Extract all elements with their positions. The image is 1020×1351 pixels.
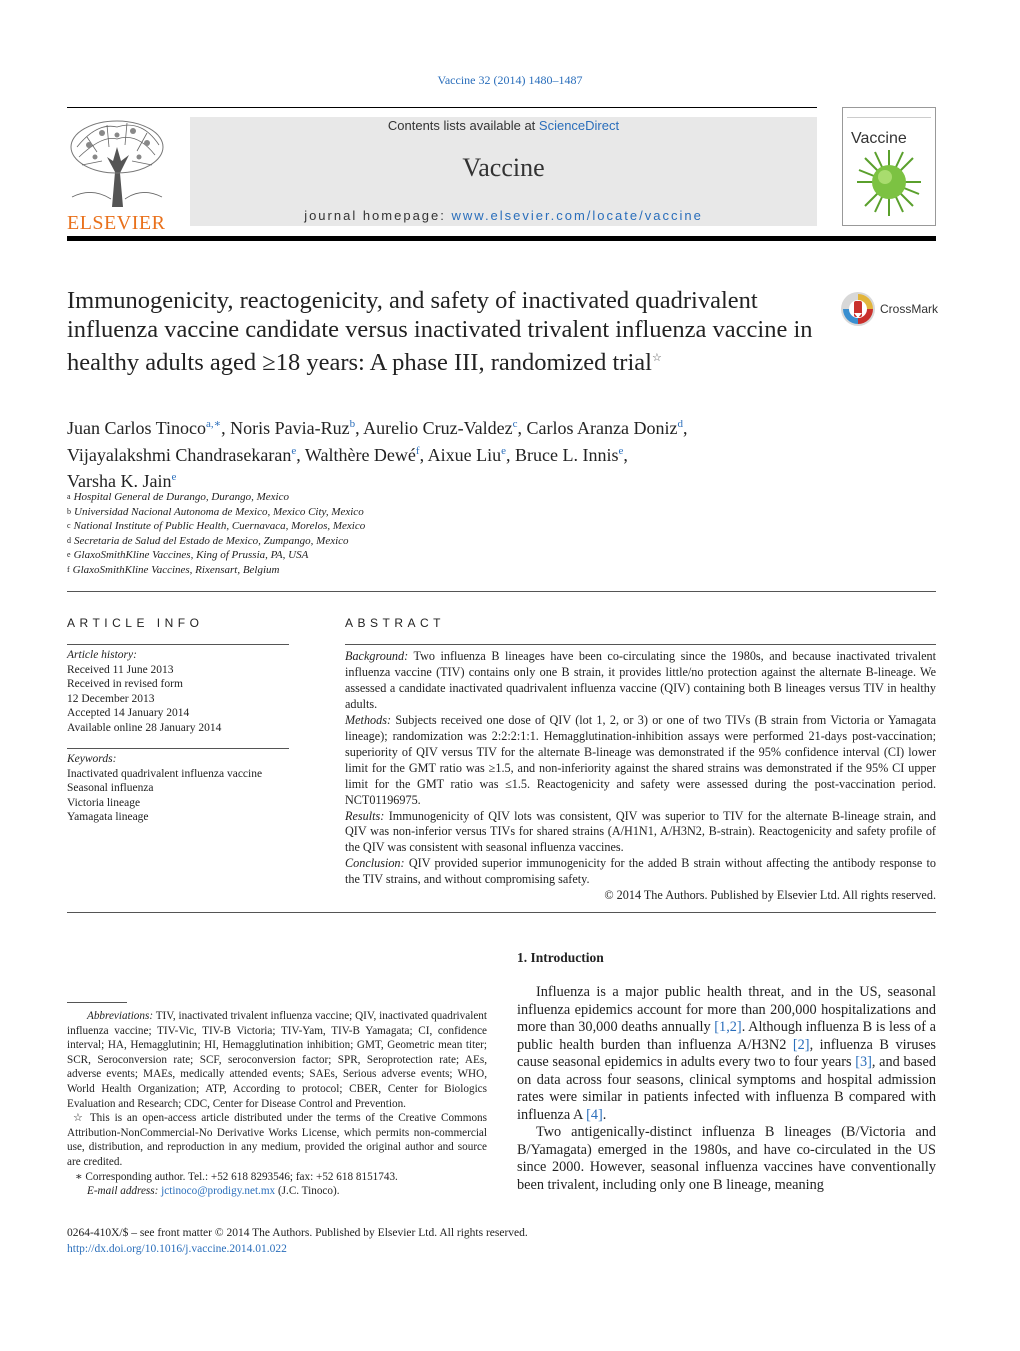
keywords-label: Keywords:	[67, 753, 117, 765]
affiliation-text: Hospital General de Durango, Durango, Mexico	[73, 491, 289, 503]
affiliation-rule	[67, 591, 936, 592]
keyword-item: Yamagata lineage	[67, 811, 149, 823]
intro-text: Influenza is a major public health threat, and in the US, seasonal influenza epidemics account for more than 200,000 hospitalizations and more than 30,000 deaths annually	[517, 984, 936, 1035]
abstract-copyright: © 2014 The Authors. Published by Elsevier Ltd. All rights reserved.	[604, 888, 936, 903]
abstract-results-text: Immunogenicity of QIV lots was consistent, QIV was superior to TIV for the alternate B-lineage strain, and QIV was non-inferior versus TIVs for shared strains (A/H1N1, A/H3N2, B-strain). Reactogenicity and safety profile of the QIV was consistent with seasonal influenza vaccines.	[345, 808, 936, 855]
abstract-background	[345, 649, 936, 713]
intro-text: . Although influenza B is less of a public health burden than influenza A/H3N2	[517, 1019, 936, 1053]
keyword-item: Victoria lineage	[67, 796, 141, 809]
journal-masthead	[190, 117, 817, 226]
abbreviations-label: Abbreviations:	[87, 1010, 154, 1022]
author-separator: ,	[221, 418, 231, 438]
author-name: Carlos Aranza Doniz	[526, 418, 678, 438]
affiliation-text: Universidad Nacional Autonoma de Mexico, Mexico City, Mexico	[74, 505, 364, 518]
affiliation-item	[67, 534, 365, 549]
abstract-end-rule	[67, 912, 936, 913]
article-info-rule	[67, 644, 289, 645]
abstract-conclusion-text: QIV provided superior immunogenicity for the added B strain without affecting the antibody response to the TIV strains, and without compromising safety.	[345, 856, 937, 887]
author-name: Juan Carlos Tinoco	[67, 418, 207, 438]
keywords	[67, 752, 307, 825]
history-label: Article history:	[67, 649, 137, 661]
email-link[interactable]: jctinoco@prodigy.net.mx	[161, 1185, 276, 1198]
intro-text: , and based on data across four seasons, clinical symptoms and hospital admission rates were similar in patients infected with influenza B compared with influenza A	[517, 1054, 936, 1123]
abstract-results-label: Results:	[345, 808, 385, 823]
affiliation-list	[67, 490, 365, 577]
reference-link[interactable]: [3]	[855, 1054, 872, 1070]
abstract-heading: ABSTRACT	[345, 616, 446, 630]
affiliation-item	[67, 548, 365, 563]
author-separator: ,	[296, 444, 305, 465]
author-affiliation-mark[interactable]: e	[291, 444, 297, 457]
keyword-item: Seasonal influenza	[67, 782, 154, 794]
article-title	[67, 286, 817, 377]
footnote-rule	[67, 1002, 127, 1003]
contents-prefix: Contents lists available at	[387, 118, 539, 133]
article-history	[67, 648, 297, 735]
open-access-text: This is an open-access article distributed under the terms of the Creative Commons Attribution-NonCommercial-No Derivative Works License, which permits non-commercial use, distribution, and reproduction in any medium, provided the original author and source are credited.	[67, 1112, 487, 1168]
intro-paragraph: Two antigenically-distinct influenza B lineages (B/Victoria and B/Yamagata) emerged in the 1980s, and have co-circulated in the US since 2000. However, seasonal influenza vaccines have conventionally been trivalent, including only one B lineage, meaning	[517, 1124, 936, 1193]
author-separator: ,	[355, 418, 364, 438]
affiliation-text: Secretaria de Salud del Estado de Mexico, Zumpango, Mexico	[74, 534, 349, 547]
history-item: Received 11 June 2013	[67, 663, 174, 676]
article-title-text: Immunogenicity, reactogenicity, and safety of inactivated quadrivalent influenza vaccine candidate versus inactivated trivalent influenza vaccine in healthy adults aged ≥18 years: A phase III, randomized trial	[67, 287, 813, 377]
history-item: Received in revised form	[67, 678, 183, 690]
keyword-item: Inactivated quadrivalent influenza vaccine	[67, 767, 263, 780]
intro-paragraph	[517, 984, 936, 1124]
reference-link[interactable]: [4]	[586, 1106, 603, 1123]
open-access-note	[67, 1111, 487, 1169]
sciencedirect-link[interactable]: ScienceDirect	[538, 118, 620, 133]
affiliation-item	[67, 519, 365, 534]
abstract-conclusion-label: Conclusion:	[345, 856, 405, 871]
affiliation-mark: c	[67, 521, 71, 530]
affiliation-text: GlaxoSmithKline Vaccines, King of Prussia, PA, USA	[73, 549, 309, 561]
masthead-thick-rule	[67, 236, 936, 241]
reference-link[interactable]: [1,2]	[714, 1019, 742, 1035]
author[interactable]	[230, 418, 355, 438]
author-separator: ,	[682, 418, 688, 438]
author-name: Varsha K. Jain	[67, 471, 172, 491]
crossmark-label: CrossMark	[880, 302, 939, 316]
abstract-methods-text: Subjects received one dose of QIV (lot 1, 2, or 3) or one of two TIVs (B strain from Victoria or Yamagata lineage); randomization was 2:2:2:1:1. Hemagglutination-inhibition assays were performed 21-days post-vaccination; superiority of QIV versus TIV for the alternate B-lineage was demonstrated if the 95% confidence interval (CI) lower limit for the GMT ratio was ≥1.5, and non-inferiority against the shared strains was demonstrated if the 95% CI upper limit for the GMT ratio was ≤1.5. Reactogenicity and safety were assessed during the post-vaccination period. NCT01196975.	[345, 712, 936, 807]
contents-line	[190, 118, 817, 133]
title-footnote-star[interactable]: ☆	[651, 352, 662, 364]
history-item: 12 December 2013	[67, 692, 155, 705]
author-affiliation-mark[interactable]: b	[349, 418, 356, 430]
abstract-methods-label: Methods:	[345, 712, 392, 727]
corresponding-mark: ∗	[75, 1170, 83, 1183]
elsevier-wordmark: ELSEVIER	[67, 212, 166, 234]
journal-homepage	[190, 208, 817, 223]
author-name: Noris Pavia-Ruz	[230, 418, 350, 438]
author-affiliation-mark[interactable]: c	[512, 418, 518, 430]
crossmark-icon	[840, 291, 876, 327]
affiliation-mark: b	[67, 506, 71, 516]
doi-link[interactable]: http://dx.doi.org/10.1016/j.vaccine.2014.01.022	[67, 1242, 287, 1255]
history-item: Accepted 14 January 2014	[67, 707, 190, 719]
elsevier-tree-icon	[67, 117, 167, 209]
affiliation-mark: e	[67, 550, 71, 559]
author-name: Walthère Dewé	[304, 444, 416, 465]
cover-topbar	[847, 111, 931, 118]
affiliation-item	[67, 490, 365, 505]
author-name: Aixue Liu	[427, 444, 502, 465]
author-separator: ,	[419, 444, 428, 465]
affiliation-mark: a	[67, 492, 71, 501]
abstract-methods	[345, 713, 936, 809]
keywords-rule	[67, 748, 289, 749]
elsevier-logo	[67, 117, 167, 234]
abstract-background-label: Background:	[345, 649, 409, 663]
author[interactable]	[428, 445, 506, 465]
author[interactable]	[67, 471, 176, 491]
virus-cover-icon	[843, 144, 935, 224]
author-list	[67, 413, 927, 493]
author-separator: ,	[506, 444, 515, 465]
intro-text: , influenza B viruses cause seasonal epidemics in adults every two to four years	[517, 1036, 936, 1070]
affiliation-mark: d	[67, 535, 71, 545]
author-affiliation-mark[interactable]: f	[415, 444, 420, 457]
affiliation-item	[67, 505, 365, 520]
author-affiliation-mark[interactable]: e	[501, 444, 506, 457]
abstract-conclusion	[345, 856, 936, 888]
abstract-results	[345, 809, 936, 857]
affiliation-item	[67, 563, 365, 578]
journal-name: Vaccine	[462, 153, 545, 182]
author-separator: ,	[623, 444, 628, 465]
author[interactable]	[67, 445, 296, 465]
front-matter	[67, 1226, 528, 1257]
author-affiliation-mark[interactable]: d	[677, 418, 683, 430]
author-affiliation-mark[interactable]: a,∗	[206, 418, 222, 430]
author-name: Bruce L. Innis	[515, 444, 619, 465]
affiliation-mark: f	[67, 564, 70, 574]
open-access-star: ☆	[73, 1112, 86, 1125]
affiliation-text: National Institute of Public Health, Cuernavaca, Morelos, Mexico	[73, 520, 366, 532]
email-label: E-mail address:	[87, 1185, 159, 1198]
corresponding-author-note	[67, 1170, 487, 1185]
email-note	[67, 1184, 487, 1199]
header-rule	[67, 107, 817, 108]
crossmark-badge[interactable]	[840, 291, 940, 329]
homepage-prefix: journal homepage:	[304, 208, 452, 223]
author-affiliation-mark[interactable]: e	[618, 444, 624, 457]
email-suffix: (J.C. Tinoco).	[275, 1185, 340, 1198]
intro-text: .	[602, 1106, 607, 1123]
abstract-background-text: Two influenza B lineages have been co-circulating since the 1980s, and because inactivated trivalent influenza vaccine (TIV) contains only one B strain, it provides little/no protection against the alternate B-lineage. We assessed a candidate inactivated quadrivalent influenza vaccine (QIV) containing both B lineages versus TIV in healthy adults.	[345, 649, 936, 711]
abbreviations-text: TIV, inactivated trivalent influenza vaccine; QIV, inactivated quadrivalent influenza vaccine; TIV-Vic, TIV-B Victoria; TIV-Yam, TIV-B Yamagata; CI, confidence interval; HA, Hemagglutinin; HI, Hemagglutination inhibition; GMT, Geometric mean titer; SCR, Seroconversion rate; SCF, seroconversion factor; SPR, Seroprotection rate; AEs, adverse events; MAEs, medically attended events; SAEs, Serious adverse events; WHO, World Health Organization; ATP, According to protocol; CBER, Center for Biologics Evaluation and Research; CDC, Center for Disease Control and Prevention.	[67, 1010, 487, 1110]
issn-line: 0264-410X/$ – see front matter © 2014 The Authors. Published by Elsevier Ltd. All rights reserved.	[67, 1227, 528, 1239]
journal-citation[interactable]: Vaccine 32 (2014) 1480–1487	[437, 73, 583, 87]
introduction-heading: 1. Introduction	[517, 950, 604, 965]
author[interactable]	[305, 445, 420, 465]
abstract-rule	[345, 644, 936, 645]
abstract-body	[345, 649, 936, 904]
author[interactable]	[363, 418, 517, 438]
reference-link[interactable]: [2]	[792, 1036, 810, 1053]
author-name: Aurelio Cruz-Valdez	[363, 418, 513, 438]
abbreviations-note	[67, 1009, 487, 1111]
cover-title: Vaccine	[851, 130, 907, 147]
author[interactable]	[67, 418, 221, 438]
journal-cover[interactable]	[842, 107, 936, 226]
author-affiliation-mark[interactable]: e	[171, 471, 177, 483]
author-name: Vijayalakshmi Chandrasekaran	[67, 444, 292, 465]
author-separator: ,	[517, 418, 527, 438]
author[interactable]	[526, 418, 682, 438]
article-info-heading: ARTICLE INFO	[67, 616, 204, 630]
introduction-body	[517, 984, 936, 1194]
homepage-link[interactable]: www.elsevier.com/locate/vaccine	[451, 208, 703, 223]
affiliation-text: GlaxoSmithKline Vaccines, Rixensart, Belgium	[72, 563, 280, 576]
corresponding-text: Corresponding author. Tel.: +52 618 8293546; fax: +52 618 8151743.	[85, 1170, 398, 1183]
author[interactable]	[515, 445, 623, 465]
history-item: Available online 28 January 2014	[67, 721, 222, 734]
footnotes	[67, 1009, 487, 1199]
